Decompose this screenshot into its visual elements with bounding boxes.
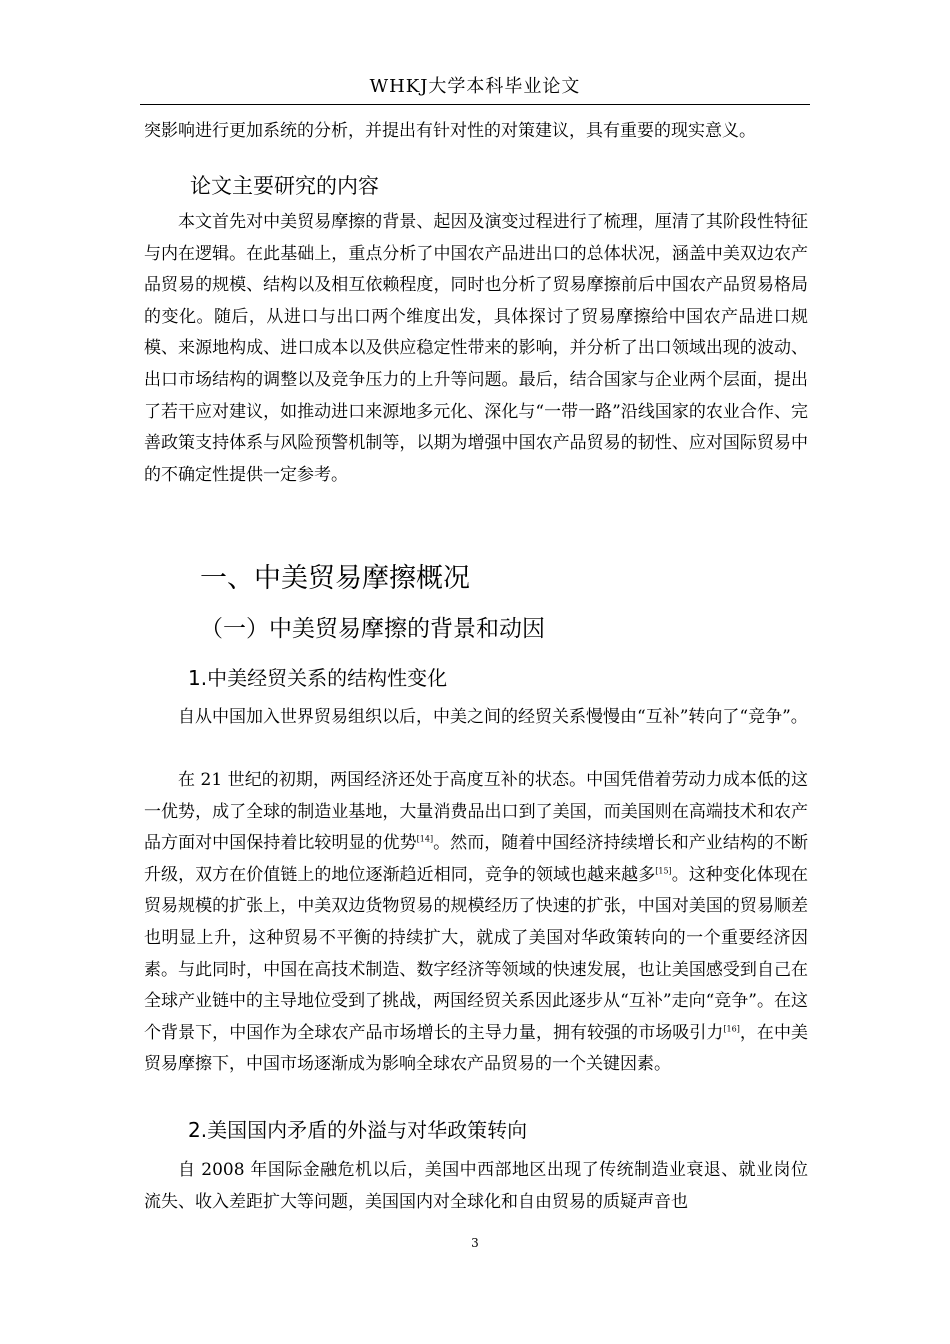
intro-tail-paragraph: 突影响进行更加系统的分析，并提出有针对性的对策建议，具有重要的现实意义。	[144, 121, 756, 141]
subsection-heading-structural-change: 1.中美经贸关系的结构性变化	[188, 666, 448, 690]
header-rule	[140, 104, 810, 105]
subsection-heading-domestic-conflict: 2.美国国内矛盾的外溢与对华政策转向	[188, 1118, 528, 1142]
citation-16: [16]	[723, 1024, 740, 1034]
paragraph-text: ，在中美贸易摩擦下，中国市场逐渐成为影响全球农产品贸易的一个关键因素。	[144, 1022, 809, 1075]
paragraph-wto: 自从中国加入世界贸易组织以后，中美之间的经贸关系慢慢由“互补”转向了“竞争”。	[178, 707, 808, 727]
citation-15: [15]	[655, 866, 672, 876]
paragraph-text: 。然而，随着中国经济持续增长和产业结构的不断升级，双方在价值链上的地位逐渐趋近相同，竞争的领域也越来越多	[144, 833, 809, 885]
page-number: 3	[471, 1236, 479, 1250]
chapter-heading: 一、中美贸易摩擦概况	[200, 563, 470, 594]
paragraph-text: 。这种变化体现在贸易规模的扩张上，中美双边货物贸易的规模经历了快速的扩张，中国对美国的贸易顺差也明显上升，这种贸易不平衡的持续扩大，就成了美国对华政策转向的一个重要经济因素。与此同时，中国在高技术制造、数字经济等领域的快速发展，也让美国感受到自己在全球产业链中的主导地位受到了挑战，两国经贸关系因此逐步从“互补”走向“竞争”。在这个背景下，中国作为全球农产品市场增长的主导力量，拥有较强的市场吸引力	[144, 864, 809, 1043]
content-paragraph: 本文首先对中美贸易摩擦的背景、起因及演变过程进行了梳理，厘清了其阶段性特征与内在逻辑。在此基础上，重点分析了中国农产品进出口的总体状况，涵盖中美双边农产品贸易的规模、结构以及相互依赖程度，同时也分析了贸易摩擦前后中国农产品贸易格局的变化。随后，从进口与出口两个维度出发，具体探讨了贸易摩擦给中国农产品进口规模、来源地构成、进口成本以及供应稳定性带来的影响，并分析了出口领域出现的波动、出口市场结构的调整以及竞争压力的上升等问题。最后，结合国家与企业两个层面，提出了若干应对建议，如推动进口来源地多元化、深化与“一带一路”沿线国家的农业合作、完善政策支持体系与风险预警机制等，以期为增强中国农产品贸易的韧性、应对国际贸易中的不确定性提供一定参考。	[144, 212, 808, 485]
section-heading-content: 论文主要研究的内容	[190, 174, 379, 198]
citation-14: [14]	[416, 834, 434, 844]
running-header: WHKJ大学本科毕业论文	[369, 76, 581, 97]
paragraph-21st-century	[144, 765, 808, 1081]
paragraph-text: 在 21 世纪的初期，两国经济还处于高度互补的状态。中国凭借着劳动力成本低的这一优势，成了全球的制造业基地，大量消费品出口到了美国，而美国则在高端技术和农产品方面对中国保持着比较明显的优势	[144, 770, 808, 854]
section-heading-background: （一）中美贸易摩擦的背景和动因	[200, 616, 545, 642]
paragraph-2008-crisis: 自 2008 年国际金融危机以后，美国中西部地区出现了传统制造业衰退、就业岗位流失、收入差距扩大等问题，美国国内对全球化和自由贸易的质疑声音也	[144, 1160, 808, 1212]
